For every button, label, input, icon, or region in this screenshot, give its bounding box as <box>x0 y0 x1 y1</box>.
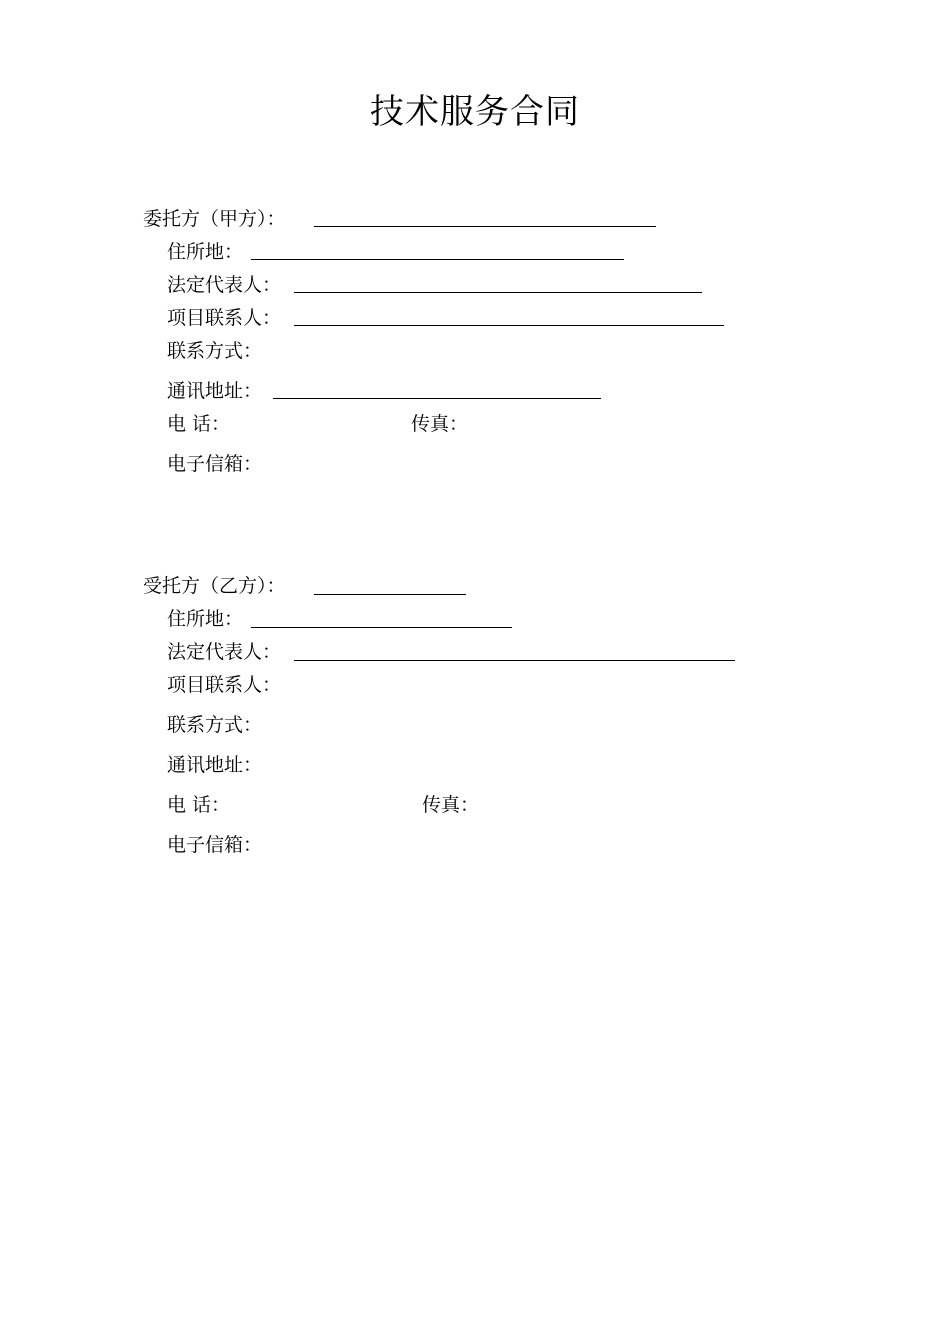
party-a-fax-label: 传真： <box>411 413 469 435</box>
party-a-email-label: 电子信箱： <box>167 453 263 475</box>
party-b-contact-info-label: 联系方式： <box>167 714 263 736</box>
party-b-legal-rep-label: 法定代表人： <box>167 641 282 663</box>
party-b-fax-label: 传真： <box>422 794 480 816</box>
party-a-mail-address-underline <box>273 398 601 399</box>
party-a-address-underline <box>251 259 624 260</box>
party-a-legal-rep-label: 法定代表人： <box>167 274 282 296</box>
party-a-heading: 委托方（甲方）： <box>143 208 286 230</box>
party-b-heading: 受托方（乙方）： <box>143 575 286 597</box>
party-a-address-label: 住所地： <box>167 241 244 263</box>
party-a-legal-rep-underline <box>294 292 702 293</box>
party-b-name-underline <box>314 594 466 595</box>
party-a-contact-info-label: 联系方式： <box>167 340 263 362</box>
party-b-project-contact-label: 项目联系人： <box>167 674 282 696</box>
party-b-phone-label: 电 话： <box>167 794 231 816</box>
party-b-mail-address-label: 通讯地址： <box>167 754 263 776</box>
document-title: 技术服务合同 <box>370 92 580 132</box>
party-b-email-label: 电子信箱： <box>167 834 263 856</box>
party-a-mail-address-label: 通讯地址： <box>167 380 263 402</box>
party-a-project-contact-underline <box>294 325 724 326</box>
party-a-name-underline <box>314 226 656 227</box>
party-a-project-contact-label: 项目联系人： <box>167 307 282 329</box>
party-b-legal-rep-underline <box>294 660 735 661</box>
party-b-address-underline <box>251 627 512 628</box>
party-a-phone-label: 电 话： <box>167 413 231 435</box>
party-b-address-label: 住所地： <box>167 608 244 630</box>
